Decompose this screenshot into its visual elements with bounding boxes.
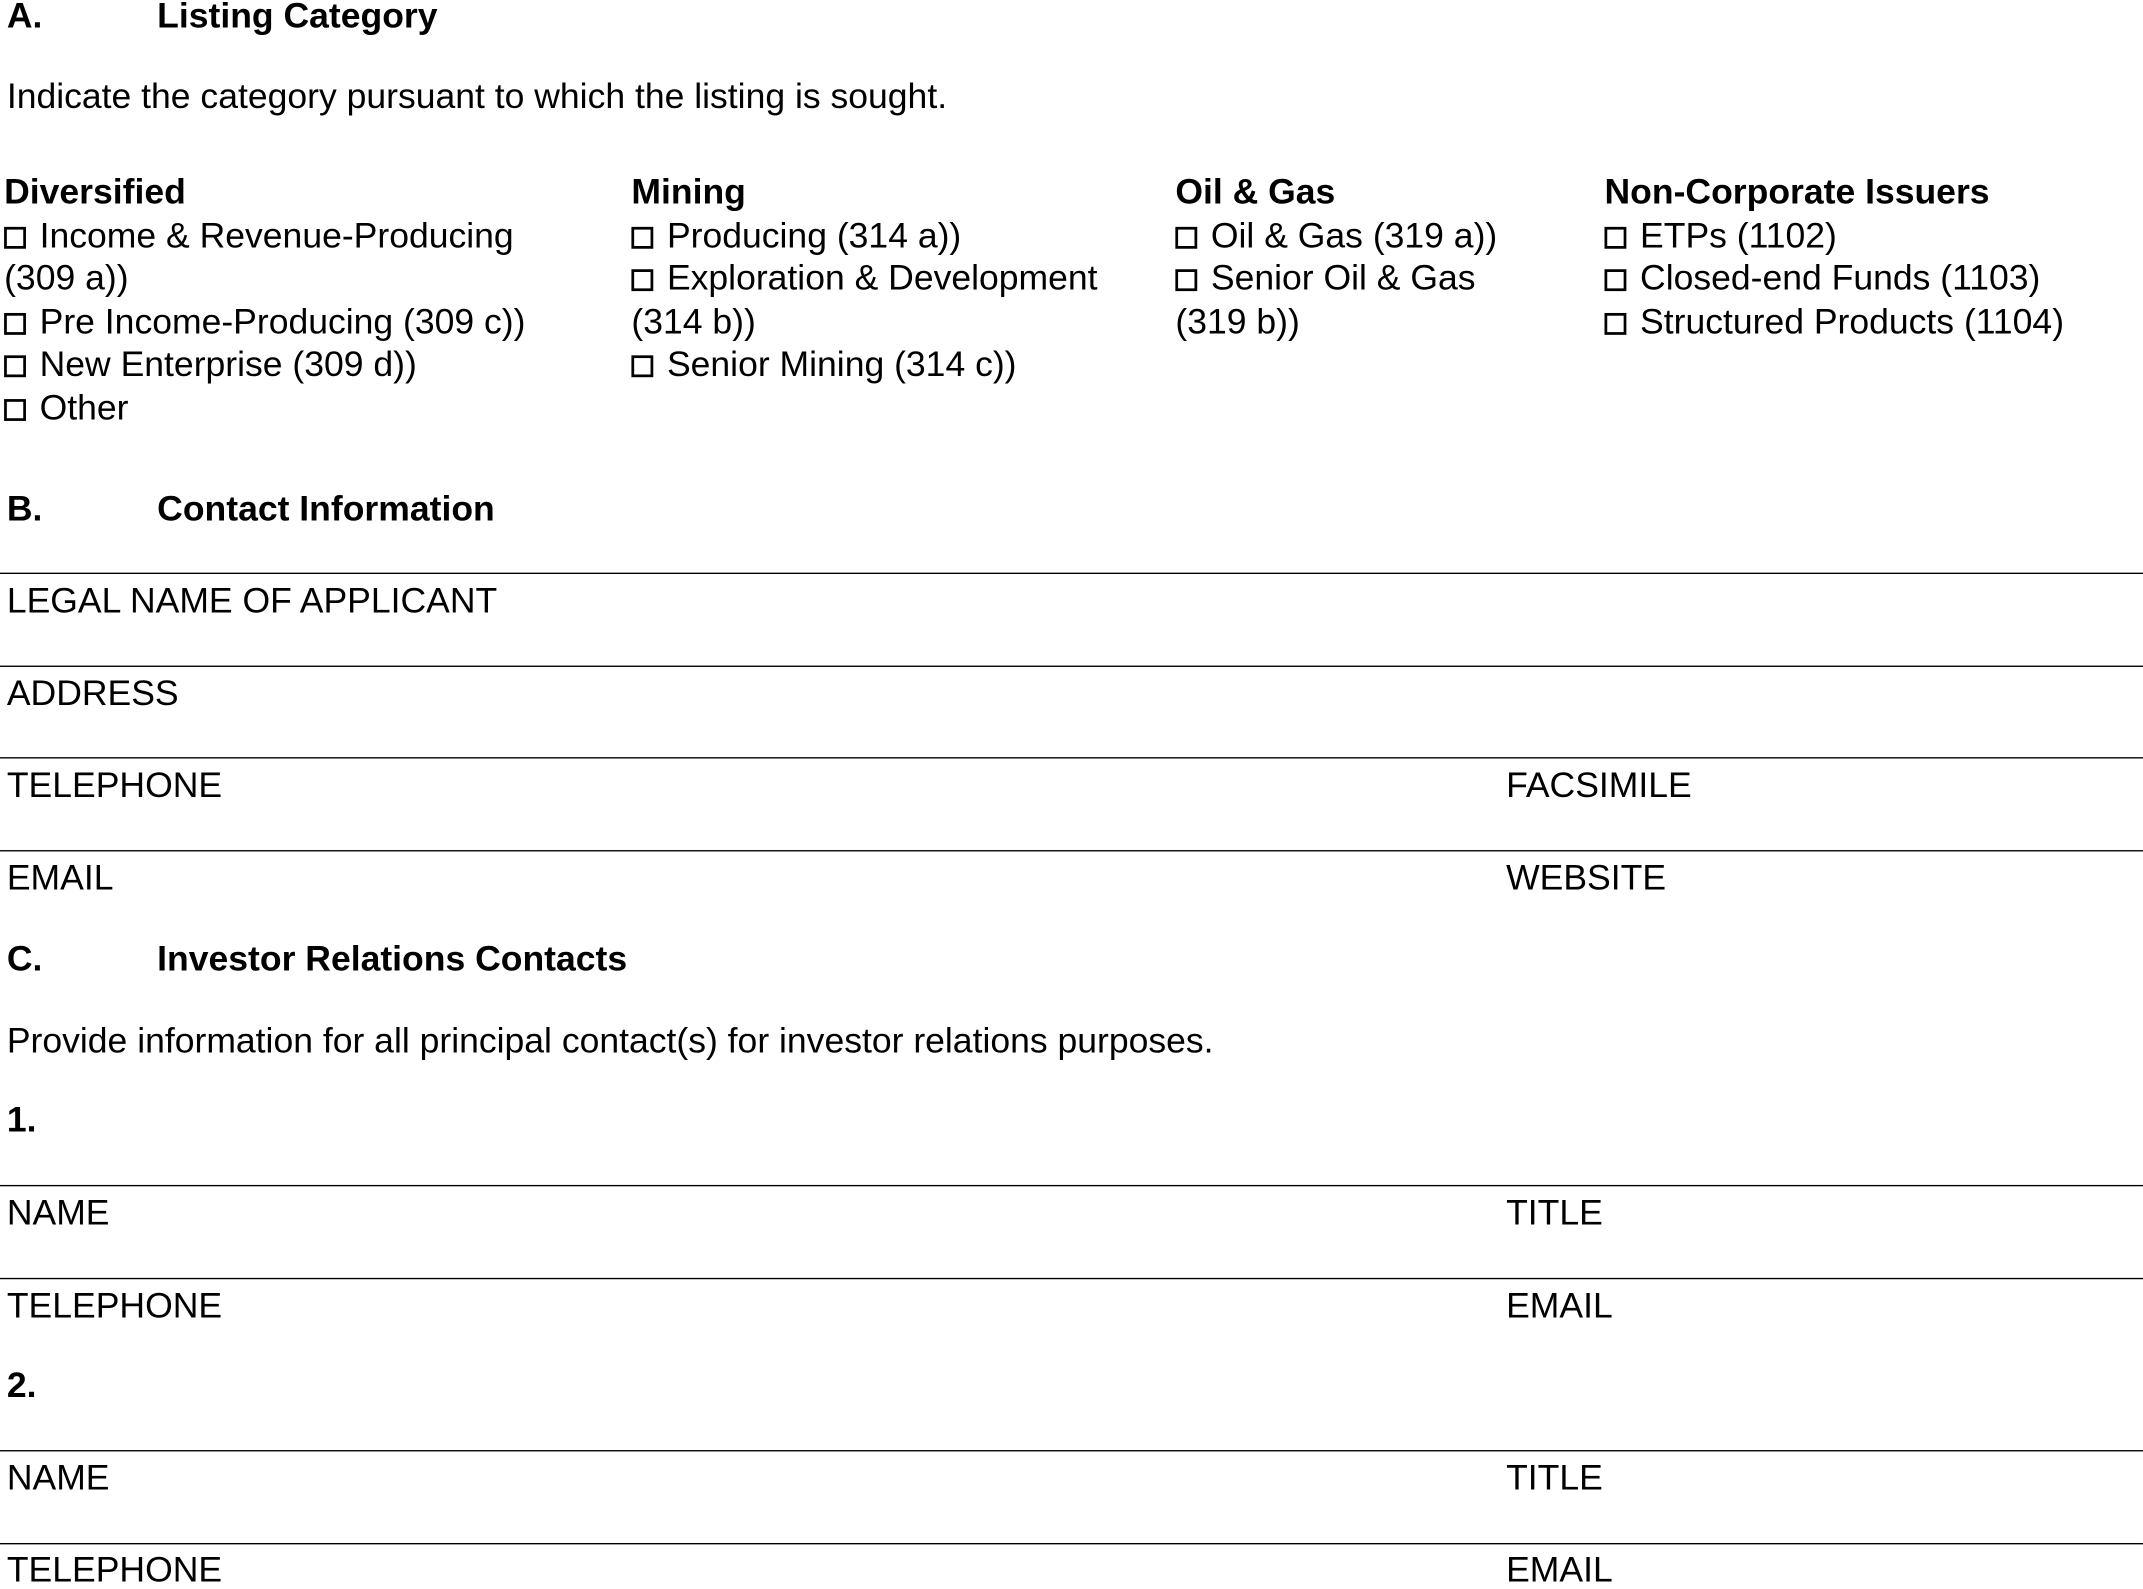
checkbox-structured-products[interactable] (1605, 300, 2138, 343)
checkbox-label: New Enterprise (309 d)) (39, 343, 417, 385)
checkbox-label: Other (39, 386, 129, 428)
section-c-letter: C. (6, 937, 43, 979)
section-c-instruction: Provide information for all principal contact(s) for investor relations purposes. (6, 1019, 1214, 1061)
facsimile-field[interactable]: FACSIMILE (1506, 763, 1692, 805)
section-a-instruction: Indicate the category pursuant to which the listing is sought. (6, 75, 948, 117)
checkbox-exploration-development[interactable] (631, 257, 1137, 343)
checkbox-new-enterprise[interactable] (4, 343, 605, 386)
contact-1-title-field[interactable]: TITLE (1506, 1191, 1603, 1233)
contact-1-name-field[interactable]: NAME (6, 1191, 110, 1233)
section-c-title: Investor Relations Contacts (157, 937, 628, 979)
checkbox-senior-oil-gas[interactable] (1175, 257, 1517, 343)
address-field[interactable]: ADDRESS (6, 672, 179, 714)
checkbox-icon[interactable] (1605, 226, 1627, 248)
section-a-title: Listing Category (157, 0, 438, 36)
divider (0, 757, 2143, 758)
checkbox-icon[interactable] (1605, 312, 1627, 334)
checkbox-icon[interactable] (631, 269, 653, 291)
website-field[interactable]: WEBSITE (1506, 856, 1667, 898)
checkbox-icon[interactable] (631, 355, 653, 377)
checkbox-label: Producing (314 a)) (666, 213, 962, 255)
checkbox-icon[interactable] (1175, 226, 1197, 248)
checkbox-label: Senior Mining (314 c)) (666, 343, 1017, 385)
checkbox-icon[interactable] (1175, 269, 1197, 291)
section-a-letter: A. (6, 0, 43, 36)
column-heading: Oil & Gas (1175, 170, 1336, 212)
checkbox-icon[interactable] (4, 226, 26, 248)
telephone-field[interactable]: TELEPHONE (6, 763, 223, 805)
column-heading: Non-Corporate Issuers (1604, 170, 1990, 212)
checkbox-senior-mining[interactable] (631, 343, 1150, 386)
legal-name-field[interactable]: LEGAL NAME OF APPLICANT (6, 579, 498, 621)
checkbox-producing[interactable] (631, 214, 1150, 257)
checkbox-label: Closed-end Funds (1103) (1640, 256, 2041, 298)
divider (0, 1450, 2143, 1451)
contact-2-telephone-field[interactable]: TELEPHONE (6, 1548, 223, 1589)
checkbox-pre-income-producing[interactable] (4, 300, 605, 343)
divider (0, 1278, 2143, 1279)
column-heading: Diversified (4, 170, 186, 212)
checkbox-label: Senior Oil & Gas (319 b)) (1175, 256, 1476, 341)
checkbox-label: Pre Income-Producing (309 c)) (39, 299, 526, 341)
checkbox-label: Oil & Gas (319 a)) (1210, 213, 1498, 255)
divider (0, 666, 2143, 667)
column-non-corporate-issuers (1605, 171, 2138, 343)
checkbox-income-revenue-producing[interactable] (4, 214, 564, 300)
contact-2-title-field[interactable]: TITLE (1506, 1456, 1603, 1498)
divider (0, 850, 2143, 851)
contact-1-telephone-field[interactable]: TELEPHONE (6, 1284, 223, 1326)
divider (0, 1543, 2143, 1544)
column-oil-gas (1175, 171, 1530, 343)
checkbox-other[interactable] (4, 386, 605, 429)
email-field[interactable]: EMAIL (6, 856, 114, 898)
checkbox-icon[interactable] (4, 355, 26, 377)
column-diversified (4, 171, 605, 429)
divider (0, 573, 2143, 574)
contact-1-email-field[interactable]: EMAIL (1506, 1284, 1613, 1326)
checkbox-etps[interactable] (1605, 214, 2138, 257)
section-b-letter: B. (6, 487, 43, 529)
checkbox-icon[interactable] (1605, 269, 1627, 291)
checkbox-label: ETPs (1102) (1640, 213, 1837, 255)
contact-2-email-field[interactable]: EMAIL (1506, 1548, 1613, 1589)
checkbox-icon[interactable] (4, 398, 26, 420)
checkbox-oil-gas[interactable] (1175, 214, 1530, 257)
column-mining (631, 171, 1150, 386)
checkbox-label: Structured Products (1104) (1640, 299, 2065, 341)
checkbox-icon[interactable] (4, 312, 26, 334)
checkbox-closed-end-funds[interactable] (1605, 257, 2138, 300)
checkbox-label: Income & Revenue-Producing (309 a)) (4, 213, 514, 298)
divider (0, 1185, 2143, 1186)
contact-2-name-field[interactable]: NAME (6, 1456, 110, 1498)
section-b-title: Contact Information (157, 487, 495, 529)
column-heading: Mining (631, 170, 746, 212)
checkbox-icon[interactable] (631, 226, 653, 248)
checkbox-label: Exploration & Development (314 b)) (631, 256, 1098, 341)
contact-1-number: 1. (6, 1098, 37, 1140)
contact-2-number: 2. (6, 1363, 37, 1405)
